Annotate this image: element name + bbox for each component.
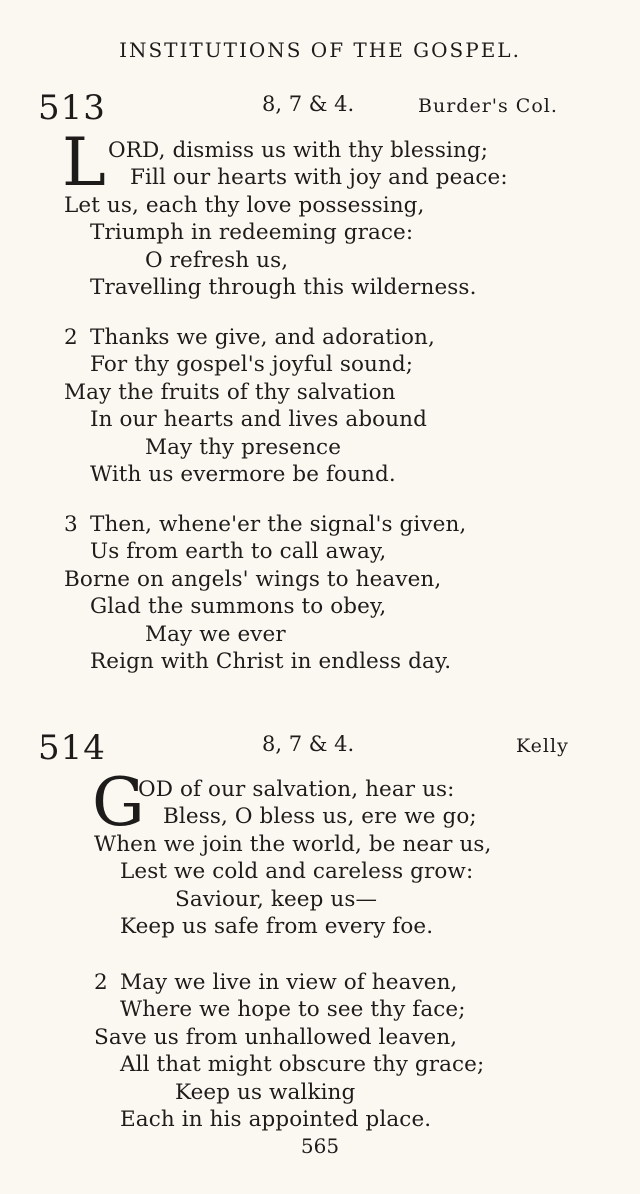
- hymn-line: Thanks we give, and adoration,: [90, 325, 435, 350]
- hymn-line: Saviour, keep us—: [175, 887, 378, 912]
- hymn-line: Fill our hearts with joy and peace:: [130, 165, 508, 190]
- hymn-line: Keep us walking: [175, 1080, 356, 1105]
- hymn-line: Let us, each thy love possessing,: [64, 193, 425, 218]
- hymn-line: May the fruits of thy salvation: [64, 380, 396, 405]
- hymn-line: ORD, dismiss us with thy blessing;: [108, 138, 489, 163]
- verse-number: 3: [64, 512, 78, 537]
- hymn-line: Bless, O bless us, ere we go;: [163, 804, 477, 829]
- hymn-line: Borne on angels' wings to heaven,: [64, 567, 442, 592]
- hymn-line: All that might obscure thy grace;: [120, 1052, 485, 1077]
- hymn-line: Where we hope to see thy face;: [120, 997, 466, 1022]
- hymn-meter: 8, 7 & 4.: [262, 92, 355, 116]
- hymn-line: Save us from unhallowed leaven,: [94, 1025, 458, 1050]
- hymn-meter: 8, 7 & 4.: [262, 732, 355, 756]
- hymn-number: 513: [38, 88, 106, 128]
- drop-cap: G: [92, 764, 145, 841]
- hymn-line: May we ever: [145, 622, 286, 647]
- hymn-line: OD of our salvation, hear us:: [138, 777, 455, 802]
- hymn-line: Lest we cold and careless grow:: [120, 859, 474, 884]
- hymn-line: Each in his appointed place.: [120, 1107, 432, 1132]
- verse-number: 2: [94, 970, 108, 995]
- hymn-line: Then, whene'er the signal's given,: [90, 512, 467, 537]
- hymn-line: Travelling through this wilderness.: [90, 275, 477, 300]
- hymn-line: In our hearts and lives abound: [90, 407, 427, 432]
- hymn-line: Keep us safe from every foe.: [120, 914, 434, 939]
- hymn-line: Reign with Christ in endless day.: [90, 649, 452, 674]
- hymn-tune: Kelly: [516, 735, 569, 757]
- page-number: 565: [300, 1134, 340, 1158]
- hymn-line: Us from earth to call away,: [90, 539, 387, 564]
- hymn-line: May we live in view of heaven,: [120, 970, 458, 995]
- drop-cap: L: [62, 124, 106, 201]
- hymn-number: 514: [38, 728, 106, 768]
- hymn-line: With us evermore be found.: [90, 462, 396, 487]
- hymn-line: Glad the summons to obey,: [90, 594, 387, 619]
- verse-number: 2: [64, 325, 78, 350]
- hymn-line: When we join the world, be near us,: [94, 832, 492, 857]
- hymn-line: Triumph in redeeming grace:: [90, 220, 414, 245]
- hymn-line: May thy presence: [145, 435, 342, 460]
- hymn-line: O refresh us,: [145, 248, 289, 273]
- hymn-line: For thy gospel's joyful sound;: [90, 352, 414, 377]
- page-header: INSTITUTIONS OF THE GOSPEL.: [119, 38, 521, 62]
- hymn-tune: Burder's Col.: [418, 95, 558, 117]
